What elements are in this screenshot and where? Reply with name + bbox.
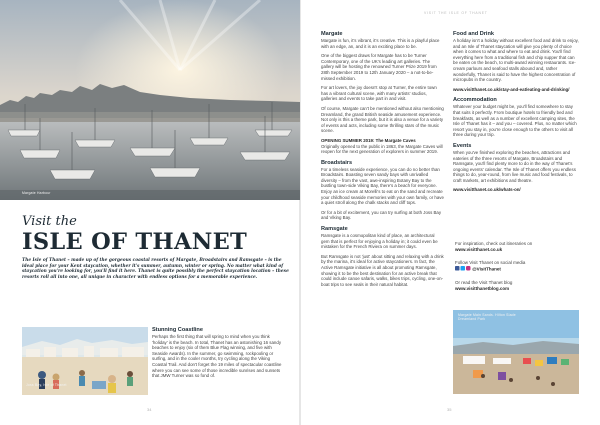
right-column-2 [453,31,579,193]
info-itineraries-text: For inspiration, check out itineraries on [455,241,533,246]
food-link[interactable]: www.visitthanet.co.uk/stay-and-eat/eating-and-drinking/ [453,86,570,92]
info-social-handle[interactable]: @VisitThanet [472,266,501,272]
folio-right: 35 [447,407,452,412]
info-blog [455,280,577,292]
margate-caves [321,138,444,155]
ramsgate-section [321,226,444,287]
events-p1: When you've finished exploring the beaches, attractions and eateries of the three resorts of Margate, Broadstairs and Ramsgate, you'll find plenty more to do in the way of Thanet's ongoing events' calendar. The Isle of Thanet offers you endless things to do, year-round, from live music and food festivals, to craft markets, art exhibitions and theatre. [453,149,576,183]
page-title: ISLE OF THANET [22,229,248,255]
accommodation-p1: Whatever your budget might be, you'll find somewhere to stay that suits it perfectly. From boutique hotels to friendly bed and breakfasts, as well as a number of excellent camping sites, the Isle of Thanet has it – and you – covered. Plus, no matter which resort you stay in, you're close enough to the others to visit all three during your trip. [453,104,577,138]
events-link[interactable]: www.visitthanet.co.uk/whats-on/ [453,187,521,193]
food-heading: Food and Drink [453,31,495,37]
events-heading: Events [453,142,472,149]
info-website-link[interactable]: www.visitthanet.co.uk [455,247,503,252]
margate-outdoor-photo [453,310,579,394]
info-social-text: Follow Visit Thanet on social media [455,260,526,265]
margate-caves-body: Originally opened to the public in 1863, the Margate Caves will reopen for the next generation of explorers in summer 2019. [321,143,443,155]
margate-harbour-photo [0,0,300,200]
harbour-photo-credit: Margate Harbour [22,191,51,195]
ramsgate-p2: But Ramsgate is not 'just' about sitting and relaxing with a drink by the marina, it's ideal for active staycationers. In fact, the Active Ramsgate initiative is all about promoting Ramsgate, showing it to be the best destination for an active break that could include canoe safaris, walks, bikes trips, cycling, one-on-boat trips to see seals in their natural habitat. [321,253,444,287]
coastline-section [152,327,282,379]
broadstairs-heading: Broadstairs [321,159,353,166]
margate-section [321,31,444,155]
ramsgate-p1: Ramsgate is a cosmopolitan kind of place, an architectural gem that is perfect for enjoying a holiday in; it could even be mistaken for the French Riviera on summer days. [321,233,438,250]
margate-caves-heading: OPENING SUMMER 2019: The Margate Caves [321,137,416,143]
coastline-heading: Stunning Coastline [152,327,203,333]
margate-p4: Of course, Margate can't be mentioned without also mentioning Dreamland, the grand British seaside amusement experience. Not only is this a theme park, but it is also a venue for a variety of events and acts, including some thrilling stars of the music scene. [321,105,444,134]
running-head: VISIT THE ISLE OF THANET [424,11,488,15]
info-social [455,260,577,273]
margate-p2: One of the biggest draws for Margate has to be Turner Contemporary, one of the UK's leading art galleries. The gallery will be hosting the renowned Turner Prize 2019 from 28th September 2019 to 12th January 2020 – a not-to-be-missed exhibition. [321,53,437,81]
social-media-icons [455,266,471,271]
food-section [453,31,579,92]
events-section [453,143,579,193]
intro-paragraph: The Isle of Thanet – made up of the gorgeous coastal resorts of Margate, Broadstairs and Ramsgate – is the ideal place for your Kent staycation, whether it's summer, autumn, winter or spring. No matter what kind of staycation you're looking for, you'll find it here. Thanet is quite possibly the perfect staycation location – these resorts roll all into one, all unique in character with endless options for a memorable experience. [22,258,289,280]
broadstairs-p2: Or for a bit of excitement, you can try surfing at both Joss Bay and Viking Bay. [321,209,442,221]
social-icons [455,266,471,273]
coastline-body: Perhaps the first thing that will spring to mind when you think 'holiday' is the beach. In total, Thanet has an astonishing 16 sandy beaches to enjoy (six of them Blue Flag winning, and five with Seaside Awards). In the summer, go swimming, rockpooling or surfing, and in the cooler months, try cycling along the Viking Coastal Trail. And don't forget the 19 miles of spectacular coastline where you can see some of those incredible sunrises and sunsets that JMW Turner was so fond of. [152,334,282,379]
broadstairs-section [321,160,444,221]
beach-photo-credit: Joss Bay, Isle of Thanet [26,383,67,387]
broadstairs-p1: For a timeless seaside experience, you can do no better than Broadstairs. Boasting seven sandy bays with unrivalled diversity – from the vast, awe-inspiring Botany Bay to the bustling town-side Viking Bay, there's a beach for everyone. Enjoy an ice cream at Morelli's to eat on the sand and recreate your childhood seaside memories with your own family, or have a quiet stroll along the chalk stacks and cliff tops. [321,166,444,206]
food-p1: A holiday isn't a holiday without excellent food and drink to enjoy, and an Isle of Thanet staycation will give you plenty of choice when it comes to what and where to eat and drink. You'll find everything here from a traditional fish and chip supper that can be eaten on the beach, to multi-award winning restaurants. Ice-cream parlours and seafood stalls abound and, rather wonderfully, Thanet is said to have the highest concentration of micropubs in the country. [453,38,579,83]
outdoor-photo-credit: Margate Main Sands. Hilton Slade Dreamland Park [458,313,516,322]
accommodation-section [453,97,579,138]
right-column-1 [321,31,444,287]
folio-left: 34 [147,407,152,412]
margate-p3: For art lovers, the joy doesn't stop at Turner, the entire town has a vibrant cultural scene, with many artists' studios, galleries and events to take part in and visit. [321,85,437,102]
info-blog-text: Or read the Visit Thanet blog [455,280,513,285]
margate-p1: Margate is fun, it's vibrant, it's creative. This is a playful place with an edge, an, and it is an exciting place to be. [321,38,440,49]
title-kicker: Visit the [22,214,77,229]
margate-heading: Margate [321,31,343,37]
info-itineraries [455,241,577,253]
accommodation-heading: Accommodation [453,97,497,104]
info-box [455,241,577,292]
ramsgate-heading: Ramsgate [321,226,348,233]
info-blog-link[interactable]: www.visitthanetblog.com [455,286,510,291]
